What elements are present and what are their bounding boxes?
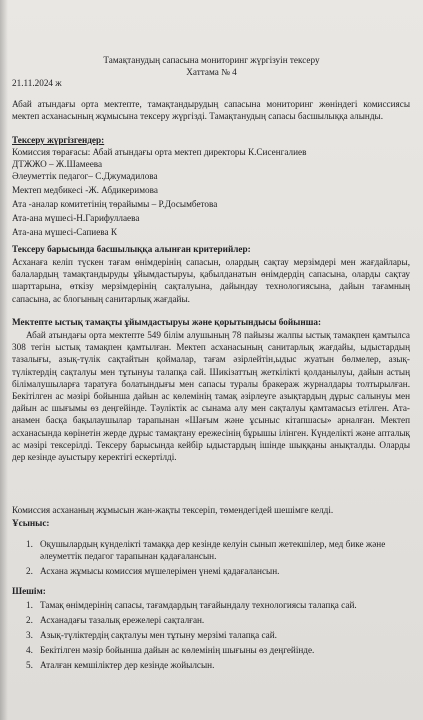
inspector-line: Ата-ана мүшесі-Н.Гарифуллаева (12, 213, 140, 223)
list-item (12, 643, 410, 658)
inspector-line: Комиссия төрағасы: Абай атындағы орта мектеп директоры К.Сисенгалиев (12, 147, 307, 157)
list-item (12, 598, 410, 613)
proposal-heading: Ұсыныс: (12, 518, 50, 528)
proposal-list (12, 538, 410, 577)
inspectors-heading: Тексеру жүргізгендер: (12, 135, 105, 145)
decision-text: Аталған кемшіліктер дер кезінде жойылсын. (40, 660, 215, 670)
results-heading: Мектепте ыстық тамақты ұйымдастыруы және қорытындысы бойынша: (12, 317, 322, 327)
list-item (12, 565, 410, 577)
list-item (12, 628, 410, 643)
criteria-heading: Тексеру барысында басшылыққа алынған критерийлер: (12, 244, 251, 254)
results-paragraph: Абай атындағы орта мектепте 549 білім алушының 78 пайызы жалпы ыстық тамақпен қамтылса 308 тегін ыстық тамақпен қамтылған. Мектеп асханасының санитарлық жағдайы, ыдыстардың тазалығы, азық-түлік сақтайтын қоймалар, тағам әзірлейтін,ыдыс жуатын бөлмелер, азық-түліктердің сақталуы мен тұтынуы талапқа сай. Шикізаттың жеткіліктi қолданылуы, дайын астың білімалушыларға таратуға болатындығы мен сапасы туралы бракераж журналдары толтырылған. Бекітілген ас мәзірі бойынша дайын ас көлемінің тамақ әзірлеуге азықтардың дұрыс салынуы мен дайын ас шығымы өз деңгейінде. Тәуліктік ас сынама алу мен сақталуы қамтамасыз етілген. Ата-анамен басқа бақылаушылар тарапынан «Шағым және ұсыныс кітапшасы» арналған. Мектеп асханасында көрінетін жерде дұрыс тамақтану ережесінің бұрышы ілінген. Күнделікті және апталық ас мәзірі тексерілді. Тексеру барысында кейбір ыдыстардың ішінде шыққаны анықталды. Оларды дер кезінде ауыстыру керектігі ескертілді. (12, 330, 410, 463)
decision-text: Тамақ өнімдерінің сапасы, тағамдардың тағайындалу технологиясы талапқа сай. (40, 600, 357, 610)
list-item (12, 538, 410, 563)
list-number: 5. (26, 660, 33, 670)
inspector-line: Әлеуметтік педагог– С.Джумадилова (12, 171, 158, 181)
document-date: 21.11.2024 ж (12, 78, 62, 88)
list-number: 1. (26, 600, 33, 610)
proposal-text: Асхана жұмысы комиссия мүшелерімен үнемі қадағалансын. (40, 565, 280, 576)
inspector-line: ДТЖЖО – Ж.Шамеева (12, 159, 103, 169)
list-number: 3. (26, 630, 33, 640)
decision-text: Азық-түліктердің сақталуы мен тұтыну мерзімі талапқа сай. (40, 630, 277, 640)
decision-text: Асханадағы тазалық ережелері сақталған. (40, 615, 205, 625)
intro-paragraph: Абай атындағы орта мектепте, тамақтандырудың сапасына мониторинг жөніндегі комиссиясы мектеп асханасының жұмысына тексеру жүргізді. Тамақтанудың сапасы басшылыққа алынды. (12, 99, 410, 122)
list-item (12, 613, 410, 628)
proposal-text: Оқушылардың күнделікті тамаққа дер кезінде келуін сынып жетекшілер, мед бике және әлеуметтік педагог тарапынан қадағалансын. (40, 539, 386, 562)
list-number: 4. (26, 645, 33, 655)
decision-heading: Шешім: (12, 586, 46, 596)
page-edge-shadow (0, 0, 8, 720)
protocol-number: Хаттама № 4 (186, 67, 237, 77)
list-number: 2. (26, 565, 33, 576)
decision-list (12, 598, 410, 673)
list-number: 1. (26, 539, 33, 549)
inspector-line: Ата -аналар комитетінің төрайымы – Р.Досымбетова (12, 199, 218, 209)
list-item (12, 658, 410, 673)
inspector-line: Ата-ана мүшесі-Сапиева К (12, 227, 118, 237)
document-title: Тамақтанудың сапасына мониторинг жүргізуін тексеру (103, 55, 320, 65)
conclusion-line: Комиссия асхананың жұмысын жан-жақты тексеріп, төмендегідей шешімге келді. (12, 505, 334, 515)
list-number: 2. (26, 615, 33, 625)
inspector-line: Мектеп медбикесі -Ж. Абдикеримова (12, 185, 158, 195)
criteria-paragraph: Асханаға келіп түскен тағам өнімдерінің сапасын, олардың сақтау мерзімдері мен жағдайлары, балалардың тамақтандыруды ұйымдастыруы, қабылданатын өнімдердің сапасына, оларды сақтау шарттарына, өткізу мерзімдерінің сақталуына, дайындау технологиясына, дайын тағамның сапасына, ас блогының санитарлық жағдайы. (12, 257, 410, 304)
decision-text: Бекітілген мәзір бойынша дайын ас көлемінің шығыны өз деңгейінде. (40, 645, 315, 655)
